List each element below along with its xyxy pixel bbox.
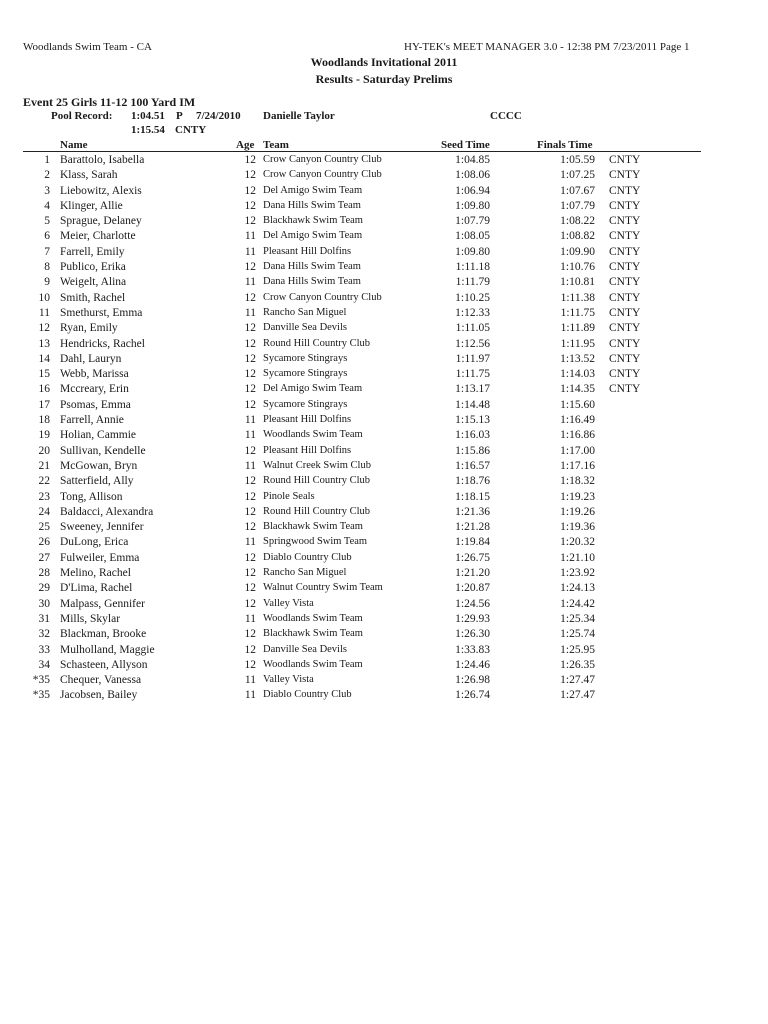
result-place: 13 — [38, 337, 50, 350]
result-finals-time: 1:25.95 — [560, 643, 595, 656]
result-name: Webb, Marissa — [60, 368, 129, 381]
result-seed-time: 1:21.28 — [455, 521, 490, 534]
result-seed-time: 1:19.84 — [455, 536, 490, 549]
result-name: Psomas, Emma — [60, 398, 131, 411]
result-team: Rancho San Miguel — [263, 306, 347, 318]
pool-record-label: Pool Record: — [51, 110, 113, 122]
result-seed-time: 1:21.20 — [455, 567, 490, 580]
result-standard: CNTY — [609, 322, 641, 335]
result-name: Chequer, Vanessa — [60, 674, 142, 687]
result-seed-time: 1:09.80 — [455, 245, 490, 258]
result-finals-time: 1:24.13 — [560, 582, 595, 595]
pool-record-time: 1:04.51 — [131, 110, 165, 122]
result-team: Blackhawk Swim Team — [263, 521, 363, 533]
result-team: Round Hill Country Club — [263, 475, 371, 487]
result-seed-time: 1:09.80 — [455, 199, 490, 212]
result-place: 2 — [44, 169, 50, 182]
table-row — [0, 199, 768, 214]
result-place: 21 — [38, 459, 50, 472]
column-header-seed-time: Seed Time — [441, 139, 490, 151]
result-finals-time: 1:11.95 — [560, 337, 595, 350]
result-age: 12 — [244, 567, 256, 580]
result-name: Smith, Rachel — [60, 291, 126, 304]
result-place: 1 — [44, 154, 50, 166]
result-age: 11 — [244, 414, 256, 427]
result-team: Diablo Country Club — [263, 551, 352, 563]
result-standard: CNTY — [609, 291, 641, 304]
result-place: 14 — [38, 352, 50, 365]
result-team: Pleasant Hill Dolfins — [263, 245, 352, 257]
result-age: 12 — [244, 154, 256, 166]
result-team: Walnut Creek Swim Club — [263, 459, 371, 471]
result-team: Dana Hills Swim Team — [263, 276, 361, 288]
result-finals-time: 1:19.23 — [560, 490, 595, 503]
table-row — [0, 413, 768, 428]
result-age: 11 — [244, 689, 256, 702]
result-finals-time: 1:09.90 — [560, 245, 595, 258]
header-rule — [23, 151, 701, 152]
result-name: Mulholland, Maggie — [60, 643, 155, 656]
result-standard: CNTY — [609, 199, 641, 212]
result-place: 10 — [38, 291, 50, 304]
result-age: 12 — [244, 215, 256, 228]
result-age: 12 — [244, 337, 256, 350]
result-finals-time: 1:25.34 — [560, 612, 595, 625]
result-seed-time: 1:24.56 — [455, 597, 490, 610]
result-age: 12 — [244, 551, 256, 564]
result-finals-time: 1:10.76 — [560, 261, 595, 274]
result-age: 12 — [244, 444, 256, 457]
result-team: Springwood Swim Team — [263, 536, 368, 548]
column-header-finals-time: Finals Time — [537, 139, 593, 151]
table-row — [0, 291, 768, 306]
result-place: 26 — [38, 536, 50, 549]
table-row — [0, 275, 768, 290]
result-seed-time: 1:18.76 — [455, 475, 490, 488]
result-name: Smethurst, Emma — [60, 306, 143, 319]
table-row — [0, 321, 768, 336]
result-finals-time: 1:17.00 — [560, 444, 595, 457]
result-seed-time: 1:26.74 — [455, 689, 490, 702]
result-name: Hendricks, Rachel — [60, 337, 145, 350]
result-place: 4 — [44, 199, 50, 212]
result-age: 12 — [244, 505, 256, 518]
table-row — [0, 581, 768, 596]
result-standard: CNTY — [609, 276, 641, 289]
result-finals-time: 1:27.47 — [560, 674, 595, 687]
result-age: 12 — [244, 475, 256, 488]
result-name: Blackman, Brooke — [60, 628, 147, 641]
table-row — [0, 245, 768, 260]
result-finals-time: 1:20.32 — [560, 536, 595, 549]
result-age: 12 — [244, 521, 256, 534]
table-row — [0, 688, 768, 703]
table-row — [0, 597, 768, 612]
result-name: Mccreary, Erin — [60, 383, 129, 396]
result-seed-time: 1:04.85 — [455, 154, 490, 166]
result-seed-time: 1:12.33 — [455, 306, 490, 319]
result-finals-time: 1:16.49 — [560, 414, 595, 427]
result-name: Tong, Allison — [60, 490, 123, 503]
table-row — [0, 459, 768, 474]
cut-time: 1:15.54 — [131, 124, 165, 136]
result-place: 32 — [38, 628, 50, 641]
result-finals-time: 1:07.67 — [560, 184, 595, 197]
result-finals-time: 1:11.89 — [560, 322, 595, 335]
result-name: Melino, Rachel — [60, 567, 131, 580]
result-place: 12 — [38, 322, 50, 335]
result-team: Del Amigo Swim Team — [263, 383, 363, 395]
table-row — [0, 444, 768, 459]
result-age: 12 — [244, 643, 256, 656]
result-seed-time: 1:06.94 — [455, 184, 490, 197]
pool-record-holder: Danielle Taylor — [263, 110, 335, 122]
result-team: Sycamore Stingrays — [263, 352, 348, 364]
result-place: 33 — [38, 643, 50, 656]
result-finals-time: 1:23.92 — [560, 567, 595, 580]
result-place: 22 — [38, 475, 50, 488]
result-seed-time: 1:21.36 — [455, 505, 490, 518]
result-team: Valley Vista — [263, 597, 314, 609]
table-row — [0, 643, 768, 658]
result-standard: CNTY — [609, 337, 641, 350]
result-age: 12 — [244, 352, 256, 365]
result-age: 12 — [244, 199, 256, 212]
result-finals-time: 1:15.60 — [560, 398, 595, 411]
result-finals-time: 1:25.74 — [560, 628, 595, 641]
result-standard: CNTY — [609, 230, 641, 243]
result-team: Woodlands Swim Team — [263, 429, 363, 441]
result-name: Fulweiler, Emma — [60, 551, 140, 564]
result-finals-time: 1:05.59 — [560, 154, 595, 166]
result-age: 11 — [244, 230, 256, 243]
result-seed-time: 1:16.03 — [455, 429, 490, 442]
result-seed-time: 1:11.75 — [455, 368, 490, 381]
table-row — [0, 505, 768, 520]
result-standard: CNTY — [609, 245, 641, 258]
result-team: Diablo Country Club — [263, 689, 352, 701]
result-finals-time: 1:17.16 — [560, 459, 595, 472]
result-place: *35 — [32, 689, 50, 702]
result-place: 29 — [38, 582, 50, 595]
result-team: Blackhawk Swim Team — [263, 215, 363, 227]
table-row — [0, 428, 768, 443]
result-name: Weigelt, Alina — [60, 276, 127, 289]
result-place: 17 — [38, 398, 50, 411]
table-row — [0, 153, 768, 168]
result-standard: CNTY — [609, 154, 641, 166]
table-row — [0, 474, 768, 489]
result-finals-time: 1:08.82 — [560, 230, 595, 243]
result-seed-time: 1:12.56 — [455, 337, 490, 350]
result-place: *35 — [32, 674, 50, 687]
result-age: 11 — [244, 612, 256, 625]
result-standard: CNTY — [609, 368, 641, 381]
result-seed-time: 1:11.18 — [455, 261, 490, 274]
table-row — [0, 352, 768, 367]
result-standard: CNTY — [609, 306, 641, 319]
result-age: 11 — [244, 536, 256, 549]
result-name: Barattolo, Isabella — [60, 154, 145, 166]
result-place: 23 — [38, 490, 50, 503]
result-finals-time: 1:07.79 — [560, 199, 595, 212]
result-team: Round Hill Country Club — [263, 337, 371, 349]
table-row — [0, 382, 768, 397]
result-team: Dana Hills Swim Team — [263, 261, 361, 273]
column-header-team: Team — [263, 139, 289, 151]
result-seed-time: 1:18.15 — [455, 490, 490, 503]
result-finals-time: 1:27.47 — [560, 689, 595, 702]
result-age: 12 — [244, 398, 256, 411]
cut-code: CNTY — [175, 124, 207, 136]
result-seed-time: 1:07.79 — [455, 215, 490, 228]
result-name: Mills, Skylar — [60, 612, 121, 625]
result-finals-time: 1:11.75 — [560, 306, 595, 319]
result-standard: CNTY — [609, 169, 641, 182]
result-standard: CNTY — [609, 215, 641, 228]
result-finals-time: 1:11.38 — [560, 291, 595, 304]
result-place: 20 — [38, 444, 50, 457]
result-place: 5 — [44, 215, 50, 228]
result-team: Sycamore Stingrays — [263, 398, 348, 410]
result-age: 11 — [244, 306, 256, 319]
result-place: 25 — [38, 521, 50, 534]
result-seed-time: 1:33.83 — [455, 643, 490, 656]
result-team: Pinole Seals — [263, 490, 315, 502]
result-team: Woodlands Swim Team — [263, 658, 363, 670]
result-team: Danville Sea Devils — [263, 643, 347, 655]
result-place: 9 — [44, 276, 50, 289]
result-name: Sullivan, Kendelle — [60, 444, 146, 457]
result-seed-time: 1:15.86 — [455, 444, 490, 457]
result-team: Crow Canyon Country Club — [263, 169, 382, 181]
result-place: 27 — [38, 551, 50, 564]
result-place: 24 — [38, 505, 50, 518]
result-place: 11 — [38, 306, 50, 319]
table-row — [0, 229, 768, 244]
result-name: Sprague, Delaney — [60, 215, 142, 228]
result-name: Farrell, Emily — [60, 245, 125, 258]
result-seed-time: 1:26.98 — [455, 674, 490, 687]
result-team: Del Amigo Swim Team — [263, 184, 363, 196]
table-row — [0, 658, 768, 673]
result-team: Del Amigo Swim Team — [263, 230, 363, 242]
result-team: Valley Vista — [263, 674, 314, 686]
table-row — [0, 566, 768, 581]
result-name: Ryan, Emily — [60, 322, 118, 335]
result-place: 7 — [44, 245, 50, 258]
result-age: 12 — [244, 597, 256, 610]
result-name: Meier, Charlotte — [60, 230, 136, 243]
result-finals-time: 1:21.10 — [560, 551, 595, 564]
result-finals-time: 1:14.03 — [560, 368, 595, 381]
result-place: 18 — [38, 414, 50, 427]
result-place: 8 — [44, 261, 50, 274]
column-header-name: Name — [60, 139, 88, 151]
result-standard: CNTY — [609, 383, 641, 396]
result-seed-time: 1:11.79 — [455, 276, 490, 289]
result-seed-time: 1:16.57 — [455, 459, 490, 472]
table-row — [0, 535, 768, 550]
result-name: Malpass, Gennifer — [60, 597, 145, 610]
result-age: 12 — [244, 322, 256, 335]
result-place: 30 — [38, 597, 50, 610]
team-header: Woodlands Swim Team - CA — [23, 41, 152, 53]
result-seed-time: 1:20.87 — [455, 582, 490, 595]
session-title: Results - Saturday Prelims — [315, 72, 453, 86]
table-row — [0, 551, 768, 566]
result-team: Pleasant Hill Dolfins — [263, 414, 352, 426]
pool-record-code: P — [176, 110, 183, 122]
result-team: Crow Canyon Country Club — [263, 154, 382, 165]
result-finals-time: 1:10.81 — [560, 276, 595, 289]
result-name: Liebowitz, Alexis — [60, 184, 142, 197]
result-name: Holian, Cammie — [60, 429, 137, 442]
table-row — [0, 168, 768, 183]
result-finals-time: 1:19.26 — [560, 505, 595, 518]
table-row — [0, 520, 768, 535]
result-team: Pleasant Hill Dolfins — [263, 444, 352, 456]
result-finals-time: 1:26.35 — [560, 658, 595, 671]
table-row — [0, 490, 768, 505]
result-age: 12 — [244, 383, 256, 396]
results-table — [0, 153, 768, 704]
result-seed-time: 1:26.30 — [455, 628, 490, 641]
result-finals-time: 1:08.22 — [560, 215, 595, 228]
table-row — [0, 398, 768, 413]
result-standard: CNTY — [609, 261, 641, 274]
table-row — [0, 627, 768, 642]
result-seed-time: 1:11.05 — [455, 322, 490, 335]
result-standard: CNTY — [609, 184, 641, 197]
result-finals-time: 1:14.35 — [560, 383, 595, 396]
result-age: 12 — [244, 658, 256, 671]
software-header: HY-TEK's MEET MANAGER 3.0 - 12:38 PM 7/23/2011 Page 1 — [404, 41, 690, 53]
result-place: 28 — [38, 567, 50, 580]
result-place: 15 — [38, 368, 50, 381]
result-age: 12 — [244, 291, 256, 304]
result-age: 12 — [244, 582, 256, 595]
table-row — [0, 260, 768, 275]
result-finals-time: 1:13.52 — [560, 352, 595, 365]
result-seed-time: 1:10.25 — [455, 291, 490, 304]
table-row — [0, 612, 768, 627]
result-age: 12 — [244, 628, 256, 641]
result-finals-time: 1:24.42 — [560, 597, 595, 610]
result-name: McGowan, Bryn — [60, 459, 138, 472]
result-name: Klinger, Allie — [60, 199, 123, 212]
result-place: 19 — [38, 429, 50, 442]
result-seed-time: 1:11.97 — [455, 352, 490, 365]
result-seed-time: 1:29.93 — [455, 612, 490, 625]
result-name: Jacobsen, Bailey — [60, 689, 138, 702]
result-team: Blackhawk Swim Team — [263, 628, 363, 640]
result-finals-time: 1:07.25 — [560, 169, 595, 182]
result-seed-time: 1:15.13 — [455, 414, 490, 427]
result-finals-time: 1:18.32 — [560, 475, 595, 488]
result-age: 12 — [244, 490, 256, 503]
result-age: 11 — [244, 276, 256, 289]
result-name: DuLong, Erica — [60, 536, 129, 549]
table-row — [0, 367, 768, 382]
result-age: 11 — [244, 459, 256, 472]
table-row — [0, 214, 768, 229]
result-team: Danville Sea Devils — [263, 322, 347, 334]
result-age: 12 — [244, 169, 256, 182]
result-seed-time: 1:08.06 — [455, 169, 490, 182]
result-team: Round Hill Country Club — [263, 505, 371, 517]
result-name: Sweeney, Jennifer — [60, 521, 144, 534]
result-age: 12 — [244, 184, 256, 197]
result-seed-time: 1:14.48 — [455, 398, 490, 411]
result-team: Crow Canyon Country Club — [263, 291, 382, 303]
result-place: 6 — [44, 230, 50, 243]
result-age: 12 — [244, 261, 256, 274]
result-seed-time: 1:08.05 — [455, 230, 490, 243]
result-age: 11 — [244, 245, 256, 258]
result-name: Publico, Erika — [60, 261, 126, 274]
table-row — [0, 337, 768, 352]
table-row — [0, 673, 768, 688]
result-name: D'Lima, Rachel — [60, 582, 133, 595]
table-row — [0, 184, 768, 199]
event-title: Event 25 Girls 11-12 100 Yard IM — [23, 95, 196, 109]
result-place: 31 — [38, 612, 50, 625]
result-age: 11 — [244, 429, 256, 442]
result-team: Dana Hills Swim Team — [263, 199, 361, 211]
result-age: 11 — [244, 674, 256, 687]
result-place: 3 — [44, 184, 50, 197]
result-name: Baldacci, Alexandra — [60, 505, 154, 518]
result-team: Sycamore Stingrays — [263, 368, 348, 380]
result-name: Klass, Sarah — [60, 169, 118, 182]
result-place: 16 — [38, 383, 50, 396]
result-name: Farrell, Annie — [60, 414, 124, 427]
column-header-age: Age — [236, 139, 255, 151]
result-name: Satterfield, Ally — [60, 475, 134, 488]
pool-record-date: 7/24/2010 — [196, 110, 241, 122]
result-team: Rancho San Miguel — [263, 567, 347, 579]
result-name: Dahl, Lauryn — [60, 352, 122, 365]
result-team: Woodlands Swim Team — [263, 612, 363, 624]
result-team: Walnut Country Swim Team — [263, 582, 383, 594]
result-seed-time: 1:24.46 — [455, 658, 490, 671]
result-place: 34 — [38, 658, 50, 671]
result-finals-time: 1:16.86 — [560, 429, 595, 442]
table-row — [0, 306, 768, 321]
result-name: Schasteen, Allyson — [60, 658, 148, 671]
result-standard: CNTY — [609, 352, 641, 365]
meet-title: Woodlands Invitational 2011 — [310, 55, 458, 69]
result-age: 12 — [244, 368, 256, 381]
result-finals-time: 1:19.36 — [560, 521, 595, 534]
result-seed-time: 1:13.17 — [455, 383, 490, 396]
pool-record-team: CCCC — [490, 110, 522, 122]
result-seed-time: 1:26.75 — [455, 551, 490, 564]
